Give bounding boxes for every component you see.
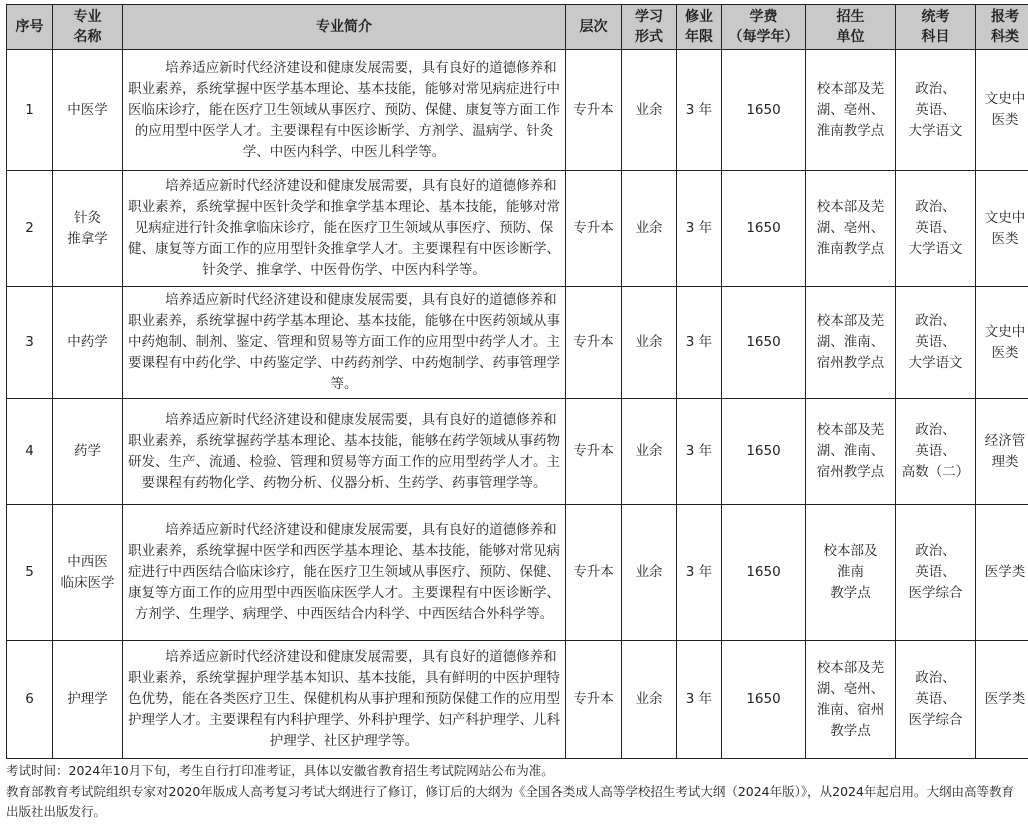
row-name: 中药学: [53, 287, 123, 399]
table-row: [7, 50, 1028, 171]
row-desc: 培养适应新时代经济建设和健康发展需要，具有良好的道德修养和职业素养，系统掌握中医学基本理论、基本技能，能够对常见病症进行中医临床诊疗，能在医疗卫生领域从事医疗、预防、保健、康复等方面工作的应用型中医学人才。主要课程有中医诊断学、方剂学、温病学、针灸学、中医内科学、中医儿科学等。: [123, 50, 566, 171]
syllabus-note: 教育部教育考试院组织专家对2020年版成人高考复习考试大纲进行了修订，修订后的大纲为《全国各类成人高等学校招生考试大纲（2024年版）》，从2024年起启用。大纲由高等教育出版社出版发行。: [6, 783, 1014, 819]
row-fee: 1650: [722, 399, 806, 505]
row-desc: 培养适应新时代经济建设和健康发展需要，具有良好的道德修养和职业素养，系统掌握中医学和西医学基本理论、基本技能，能够对常见病症进行中西医结合临床诊疗，能在医疗卫生领域从事医疗、预防、保健、康复等方面工作的应用型中西医临床医学人才。主要课程有中医诊断学、方剂学、生理学、病理学、中西医结合内科学、中西医结合外科学等。: [123, 505, 566, 641]
row-fee: 1650: [722, 287, 806, 399]
row-desc: 培养适应新时代经济建设和健康发展需要，具有良好的道德修养和职业素养，系统掌握中医针灸学和推拿学基本理论、基本技能，能够对常见病症进行针灸推拿临床诊疗，能在医疗卫生领域从事医疗、预防、保健、康复等方面工作的应用型针灸推拿学人才。主要课程有中医诊断学、针灸学、推拿学、中医骨伤学、中医内科学等。: [123, 171, 566, 287]
row-mode: 业余: [622, 287, 677, 399]
row-mode: 业余: [622, 399, 677, 505]
row-years: 3 年: [677, 505, 722, 641]
row-unit: 校本部及芜 湖、亳州、 淮南教学点: [806, 171, 896, 287]
row-unit: 校本部及芜 湖、亳州、 淮南教学点: [806, 50, 896, 171]
table-row: [7, 171, 1028, 287]
row-level: 专升本: [566, 50, 622, 171]
row-unit: 校本部及 淮南 教学点: [806, 505, 896, 641]
row-category: 经济管 理类: [976, 399, 1028, 505]
header-name: 专业 名称: [53, 5, 123, 50]
row-category: 文史中 医类: [976, 287, 1028, 399]
table-header-row: [7, 5, 1028, 50]
row-fee: 1650: [722, 50, 806, 171]
header-years: 修业 年限: [677, 5, 722, 50]
row-index: 6: [7, 641, 53, 759]
row-name: 护理学: [53, 641, 123, 759]
table-row: [7, 287, 1028, 399]
row-level: 专升本: [566, 399, 622, 505]
row-index: 4: [7, 399, 53, 505]
row-years: 3 年: [677, 641, 722, 759]
row-level: 专升本: [566, 505, 622, 641]
header-exam: 统考 科目: [896, 5, 976, 50]
row-name: 中西医 临床医学: [53, 505, 123, 641]
row-category: 文史中 医类: [976, 171, 1028, 287]
majors-table: [6, 4, 1028, 759]
row-level: 专升本: [566, 641, 622, 759]
row-category: 文史中 医类: [976, 50, 1028, 171]
row-index: 5: [7, 505, 53, 641]
row-desc: 培养适应新时代经济建设和健康发展需要，具有良好的道德修养和职业素养，系统掌握中药学基本理论、基本技能，能够在中医药领域从事中药炮制、制剂、鉴定、管理和贸易等方面工作的应用型中药学人才。主要课程有中药化学、中药鉴定学、中药药剂学、中药炮制学、药事管理学等。: [123, 287, 566, 399]
row-index: 1: [7, 50, 53, 171]
row-desc: 培养适应新时代经济建设和健康发展需要，具有良好的道德修养和职业素养，系统掌握药学基本理论、基本技能，能够在药学领域从事药物研发、生产、流通、检验、管理和贸易等方面工作的应用型药学人才。主要课程有药物化学、药物分析、仪器分析、生药学、药事管理学等。: [123, 399, 566, 505]
header-category: 报考 科类: [976, 5, 1028, 50]
row-exam: 政治、 英语、 大学语文: [896, 171, 976, 287]
row-level: 专升本: [566, 171, 622, 287]
table-row: [7, 399, 1028, 505]
row-years: 3 年: [677, 50, 722, 171]
row-mode: 业余: [622, 641, 677, 759]
row-mode: 业余: [622, 50, 677, 171]
row-mode: 业余: [622, 505, 677, 641]
row-index: 3: [7, 287, 53, 399]
row-exam: 政治、 英语、 医学综合: [896, 505, 976, 641]
row-level: 专升本: [566, 287, 622, 399]
header-desc: 专业简介: [123, 5, 566, 50]
row-fee: 1650: [722, 171, 806, 287]
header-mode: 学习 形式: [622, 5, 677, 50]
row-name: 中医学: [53, 50, 123, 171]
row-name: 针灸 推拿学: [53, 171, 123, 287]
row-years: 3 年: [677, 287, 722, 399]
row-desc: 培养适应新时代经济建设和健康发展需要，具有良好的道德修养和职业素养，系统掌握护理学基本知识、基本技能，具有鲜明的中医护理特色优势，能在各类医疗卫生、保健机构从事护理和预防保健工作的应用型护理学人才。主要课程有内科护理学、外科护理学、妇产科护理学、儿科护理学、社区护理学等。: [123, 641, 566, 759]
row-unit: 校本部及芜 湖、淮南、 宿州教学点: [806, 399, 896, 505]
row-name: 药学: [53, 399, 123, 505]
header-level: 层次: [566, 5, 622, 50]
row-exam: 政治、 英语、 大学语文: [896, 50, 976, 171]
row-index: 2: [7, 171, 53, 287]
row-fee: 1650: [722, 641, 806, 759]
row-mode: 业余: [622, 171, 677, 287]
row-fee: 1650: [722, 505, 806, 641]
row-unit: 校本部及芜 湖、亳州、 淮南、宿州 教学点: [806, 641, 896, 759]
exam-time-note: 考试时间：2024年10月下旬，考生自行打印准考证，具体以安徽省教育招生考试院网站公布为准。: [6, 763, 554, 778]
table-row: [7, 641, 1028, 759]
footnotes: [6, 761, 1024, 823]
row-exam: 政治、 英语、 高数（二）: [896, 399, 976, 505]
row-unit: 校本部及芜 湖、淮南、 宿州教学点: [806, 287, 896, 399]
row-exam: 政治、 英语、 医学综合: [896, 641, 976, 759]
row-years: 3 年: [677, 171, 722, 287]
row-years: 3 年: [677, 399, 722, 505]
table-row: [7, 505, 1028, 641]
row-category: 医学类: [976, 641, 1028, 759]
header-index: 序号: [7, 5, 53, 50]
header-unit: 招生 单位: [806, 5, 896, 50]
row-category: 医学类: [976, 505, 1028, 641]
row-exam: 政治、 英语、 大学语文: [896, 287, 976, 399]
header-fee: 学费 （每学年）: [722, 5, 806, 50]
